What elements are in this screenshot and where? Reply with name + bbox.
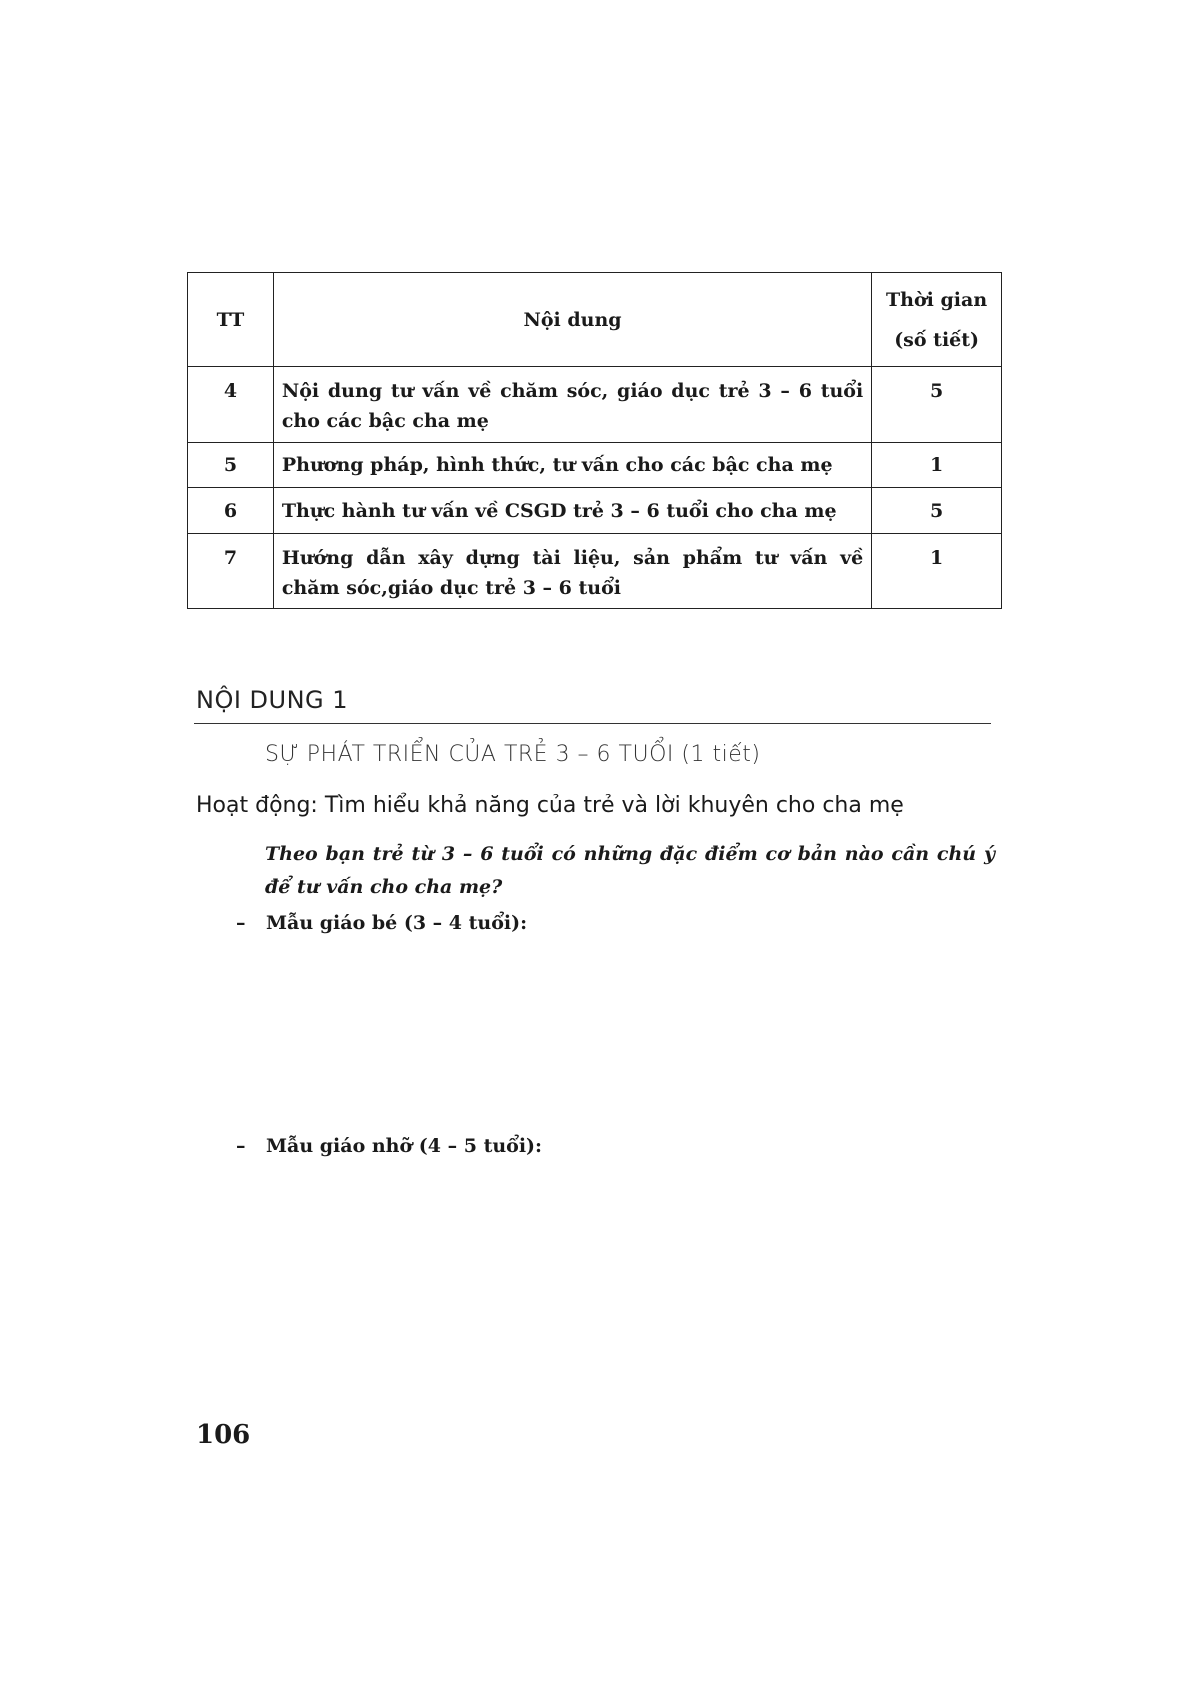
table-row: [188, 534, 1002, 609]
header-time-line1: Thời gian: [886, 288, 988, 311]
list-item: [236, 912, 527, 934]
row-content: Nội dung tư vấn về chăm sóc, giáo dục trẻ 3 – 6 tuổi cho các bậc cha mẹ: [273, 367, 871, 443]
row-tt: 7: [188, 534, 274, 609]
page-number: 106: [196, 1420, 251, 1450]
bullet-text: Mẫu giáo bé (3 – 4 tuổi):: [266, 912, 528, 934]
section-title: NỘI DUNG 1: [196, 686, 349, 714]
row-time: 1: [872, 443, 1002, 488]
curriculum-table: [187, 272, 1002, 609]
activity-question: Theo bạn trẻ từ 3 – 6 tuổi có những đặc điểm cơ bản nào cần chú ý để tư vấn cho cha mẹ?: [265, 843, 995, 898]
header-time-line2: (số tiết): [894, 328, 980, 351]
row-tt: 5: [188, 443, 274, 488]
section-divider: [194, 723, 991, 724]
section-subtitle: SỰ PHÁT TRIỂN CỦA TRẺ 3 – 6 TUỔI (1 tiết): [265, 742, 761, 767]
header-time: [872, 273, 1002, 367]
row-tt: 4: [188, 367, 274, 443]
list-item: [236, 1135, 542, 1157]
table-row: [188, 488, 1002, 534]
row-content: Thực hành tư vấn về CSGD trẻ 3 – 6 tuổi cho cha mẹ: [273, 488, 871, 534]
table-row: [188, 443, 1002, 488]
table-row: [188, 367, 1002, 443]
row-content: Phương pháp, hình thức, tư vấn cho các bậc cha mẹ: [273, 443, 871, 488]
header-content: Nội dung: [273, 273, 871, 367]
activity-heading: Hoạt động: Tìm hiểu khả năng của trẻ và lời khuyên cho cha mẹ: [196, 793, 904, 818]
row-content: Hướng dẫn xây dựng tài liệu, sản phẩm tư vấn về chăm sóc,giáo dục trẻ 3 – 6 tuổi: [273, 534, 871, 609]
row-tt: 6: [188, 488, 274, 534]
header-tt: TT: [188, 273, 274, 367]
bullet-dash: –: [236, 1135, 246, 1157]
bullet-dash: –: [236, 912, 246, 934]
row-time: 5: [872, 488, 1002, 534]
row-time: 1: [872, 534, 1002, 609]
row-time: 5: [872, 367, 1002, 443]
bullet-text: Mẫu giáo nhỡ (4 – 5 tuổi):: [266, 1135, 543, 1157]
table-header-row: [188, 273, 1002, 367]
